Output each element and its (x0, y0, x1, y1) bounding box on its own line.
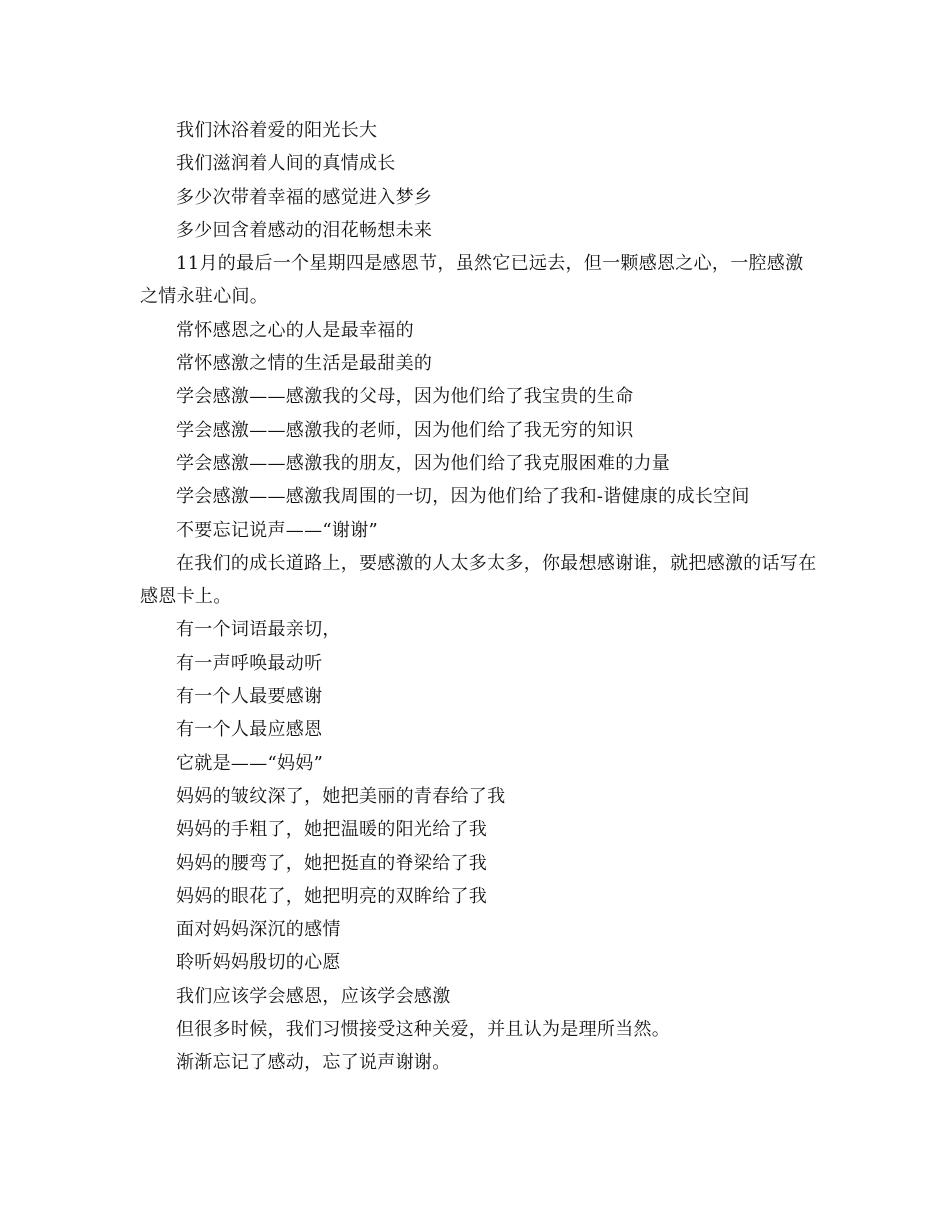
paragraph: 妈妈的腰弯了，她把挺直的脊梁给了我 (176, 852, 488, 874)
paragraph: 常怀感激之情的生活是最甜美的 (176, 353, 433, 375)
paragraph: 11月的最后一个星期四是感恩节，虽然它已远去，但一颗感恩之心，一腔感激之情永驻心间。 (140, 253, 804, 308)
paragraph: 妈妈的皱纹深了，她把美丽的青春给了我 (176, 785, 506, 807)
paragraph: 不要忘记说声——“谢谢” (176, 519, 379, 541)
paragraph: 我们应该学会感恩，应该学会感激 (176, 985, 451, 1007)
paragraph: 学会感激——感激我的老师，因为他们给了我无穷的知识 (176, 419, 634, 441)
paragraph: 妈妈的手粗了，她把温暖的阳光给了我 (176, 819, 488, 841)
paragraph: 我们沐浴着爱的阳光长大 (176, 120, 378, 141)
paragraph: 学会感激——感激我的父母，因为他们给了我宝贵的生命 (176, 386, 634, 408)
paragraph: 但很多时候，我们习惯接受这种关爱，并且认为是理所当然。 (176, 1019, 671, 1041)
paragraph: 有一个人最应感恩 (176, 719, 323, 741)
paragraph: 常怀感恩之心的人是最幸福的 (176, 319, 414, 341)
paragraph: 聆听妈妈殷切的心愿 (176, 952, 341, 974)
paragraph: 有一声呼唤最动听 (176, 652, 323, 674)
paragraph: 学会感激——感激我的朋友，因为他们给了我克服困难的力量 (176, 452, 671, 474)
paragraph: 面对妈妈深沉的感情 (176, 919, 341, 941)
document-body (140, 114, 820, 1080)
paragraph: 学会感激——感激我周围的一切，因为他们给了我和-谐健康的成长空间 (176, 486, 750, 508)
paragraph: 多少次带着幸福的感觉进入梦乡 (176, 186, 433, 208)
paragraph: 妈妈的眼花了，她把明亮的双眸给了我 (176, 885, 488, 907)
paragraph: 多少回含着感动的泪花畅想未来 (176, 219, 433, 241)
paragraph: 我们滋润着人间的真情成长 (176, 153, 396, 175)
paragraph: 它就是——“妈妈” (176, 752, 324, 774)
paragraph: 在我们的成长道路上，要感激的人太多太多，你最想感谢谁，就把感激的话写在感恩卡上。 (140, 552, 817, 608)
paragraph: 有一个词语最亲切， (176, 619, 341, 641)
paragraph: 有一个人最要感谢 (176, 686, 323, 708)
paragraph: 渐渐忘记了感动，忘了说声谢谢。 (176, 1052, 451, 1074)
